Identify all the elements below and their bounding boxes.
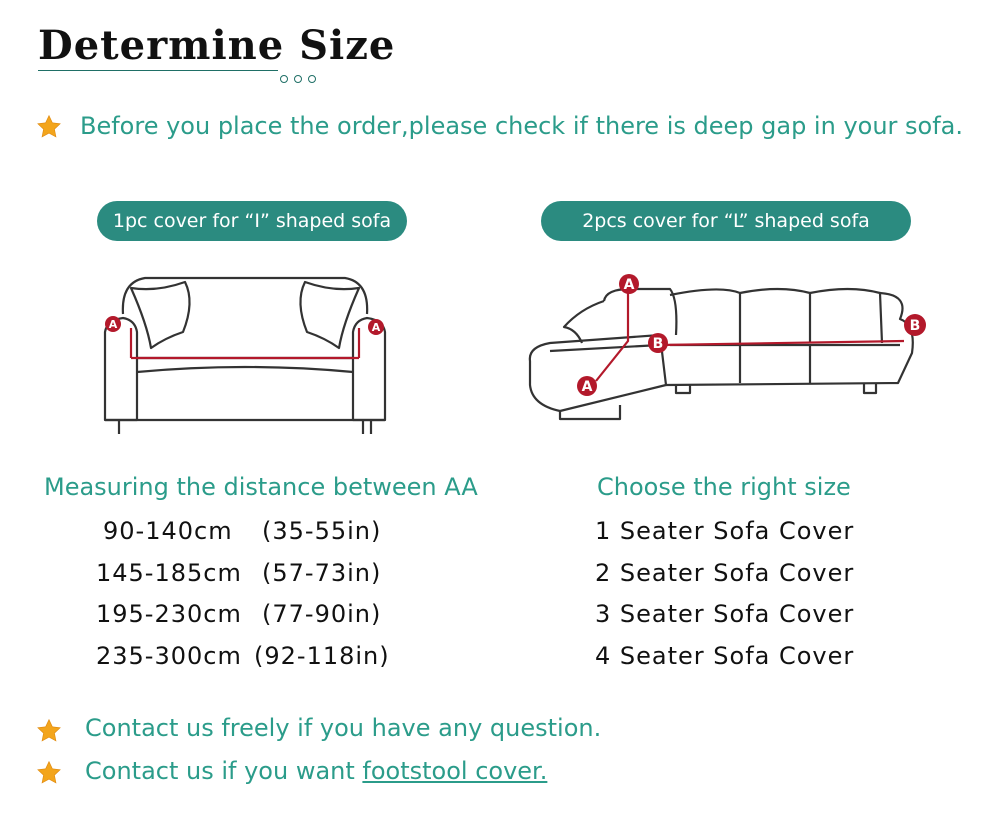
marker-b-left (646, 331, 670, 355)
star-icon (36, 718, 62, 744)
star-icon (36, 114, 62, 140)
size-in-1: (35-55in) (262, 517, 382, 545)
gap-check-note: Before you place the order,please check if there is deep gap in your sofa. (80, 112, 964, 140)
seater-4: 4 Seater Sofa Cover (595, 642, 855, 670)
marker-label: A (371, 321, 381, 334)
marker-label: B (652, 336, 664, 352)
size-cm-2: 145-185cm (96, 559, 242, 587)
size-cm-3: 195-230cm (96, 600, 242, 628)
marker-label: A (623, 277, 635, 293)
marker-label: A (581, 379, 593, 395)
size-cm-1: 90-140cm (103, 517, 233, 545)
page-title: Determine Size (38, 22, 396, 69)
seater-3: 3 Seater Sofa Cover (595, 600, 855, 628)
contact-note-2-text: Contact us if you want (85, 757, 363, 785)
seater-2: 2 Seater Sofa Cover (595, 559, 855, 587)
footstool-cover-link[interactable]: footstool cover. (362, 757, 548, 785)
sofa-l-shape-illustration (520, 265, 930, 425)
star-icon (36, 760, 62, 786)
contact-note-2 (85, 757, 547, 785)
i-shape-label: 1pc cover for “I” shaped sofa (97, 201, 407, 241)
size-heading: Choose the right size (597, 473, 851, 501)
title-dots (280, 68, 322, 87)
title-underline (38, 70, 278, 71)
seater-1: 1 Seater Sofa Cover (595, 517, 855, 545)
contact-note-1: Contact us freely if you have any question. (85, 714, 602, 742)
measure-heading: Measuring the distance between AA (44, 473, 478, 501)
marker-a-top (617, 272, 641, 296)
marker-a-left (104, 315, 122, 333)
size-cm-4: 235-300cm (96, 642, 242, 670)
size-in-3: (77-90in) (262, 600, 382, 628)
marker-label: B (909, 318, 921, 334)
marker-label: A (108, 318, 118, 331)
l-shape-label: 2pcs cover for “L” shaped sofa (541, 201, 911, 241)
size-in-4: (92-118in) (254, 642, 390, 670)
marker-a-bottom (575, 374, 599, 398)
sofa-i-shape-illustration (95, 262, 395, 442)
marker-b-right (902, 312, 928, 338)
marker-a-right (367, 318, 385, 336)
size-in-2: (57-73in) (262, 559, 382, 587)
